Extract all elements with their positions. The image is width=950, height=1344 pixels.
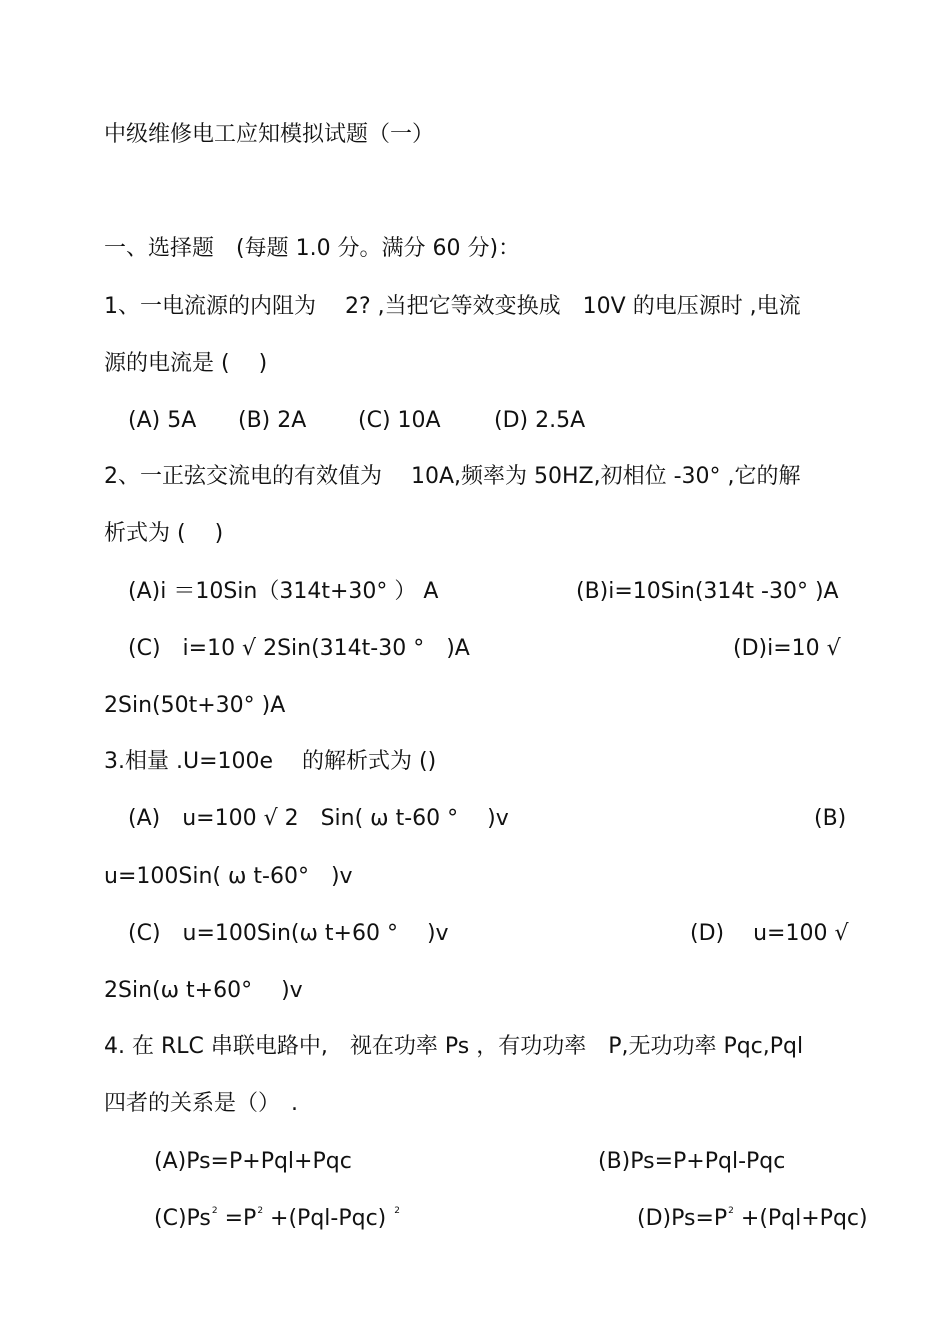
question-4-option-d [637,1208,868,1230]
question-1-stem-line2: 源的电流是 ( ) [104,351,268,376]
question-3-option-d-continued: 2Sin(ω t+60° )v [104,978,303,1003]
question-4-option-a: (A)Ps=P+Pql+Pqc [154,1149,352,1174]
question-3-option-a: (A) u=100 √ 2 Sin( ω t-60 ° )v [128,806,509,831]
question-2-option-b: (B)i=10Sin(314t -30° )A [576,579,839,604]
question-2-stem-line2: 析式为 ( ) [104,521,224,546]
option-c-superscript-1: 2 [211,1206,218,1216]
question-2-option-d-continued: 2Sin(50t+30° )A [104,693,286,718]
question-1-option-c: (C) 10A [358,408,441,433]
section-heading: 一、选择题 (每题 1.0 分。满分 60 分)： [104,236,521,261]
question-1-stem-line1: 1、一电流源的内阻为 2? ,当把它等效变换成 10V 的电压源时 ,电流 [104,294,801,319]
question-1-option-d: (D) 2.5A [494,408,586,433]
question-2-option-a: (A)i ＝10Sin（314t+30° ） A [128,579,439,604]
question-2-option-c: (C) i=10 √ 2Sin(314t-30 ° )A [128,636,470,661]
option-c-part-2: =P [217,1206,257,1231]
option-c-superscript-2: 2 [257,1206,264,1216]
option-d-superscript-1: 2 [728,1206,734,1216]
question-1-option-a: (A) 5A [128,408,197,433]
question-2-stem-line1: 2、一正弦交流电的有效值为 10A,频率为 50HZ,初相位 -30° ,它的解 [104,464,801,489]
option-c-part-3: +(Pql-Pqc) [263,1206,387,1231]
question-3-option-c: (C) u=100Sin(ω t+60 ° )v [128,921,449,946]
option-d-part-2: +(Pql+Pqc) [733,1206,868,1231]
question-4-option-c [154,1208,400,1230]
page-title: 中级维修电工应知模拟试题（一） [104,122,435,147]
question-1-option-b: (B) 2A [238,408,307,433]
option-d-part-1: (D)Ps=P [637,1206,728,1231]
question-4-stem-line2: 四者的关系是（） . [104,1091,298,1116]
question-4-option-b: (B)Ps=P+Pql-Pqc [598,1149,786,1174]
option-c-part-1: (C)Ps [154,1206,211,1231]
question-3-option-b: (B) [814,806,847,831]
question-4-stem-line1: 4. 在 RLC 串联电路中, 视在功率 Ps ，有功功率 P,无功功率 Pqc,Pql [104,1034,804,1059]
question-3-stem: 3.相量 .U=100e 的解析式为 () [104,749,437,774]
question-3-option-d: (D) u=100 √ [690,921,849,946]
question-2-option-d: (D)i=10 √ [733,636,841,661]
question-3-option-b-continued: u=100Sin( ω t-60° )v [104,864,353,889]
option-c-superscript-3: 2 [394,1206,400,1216]
